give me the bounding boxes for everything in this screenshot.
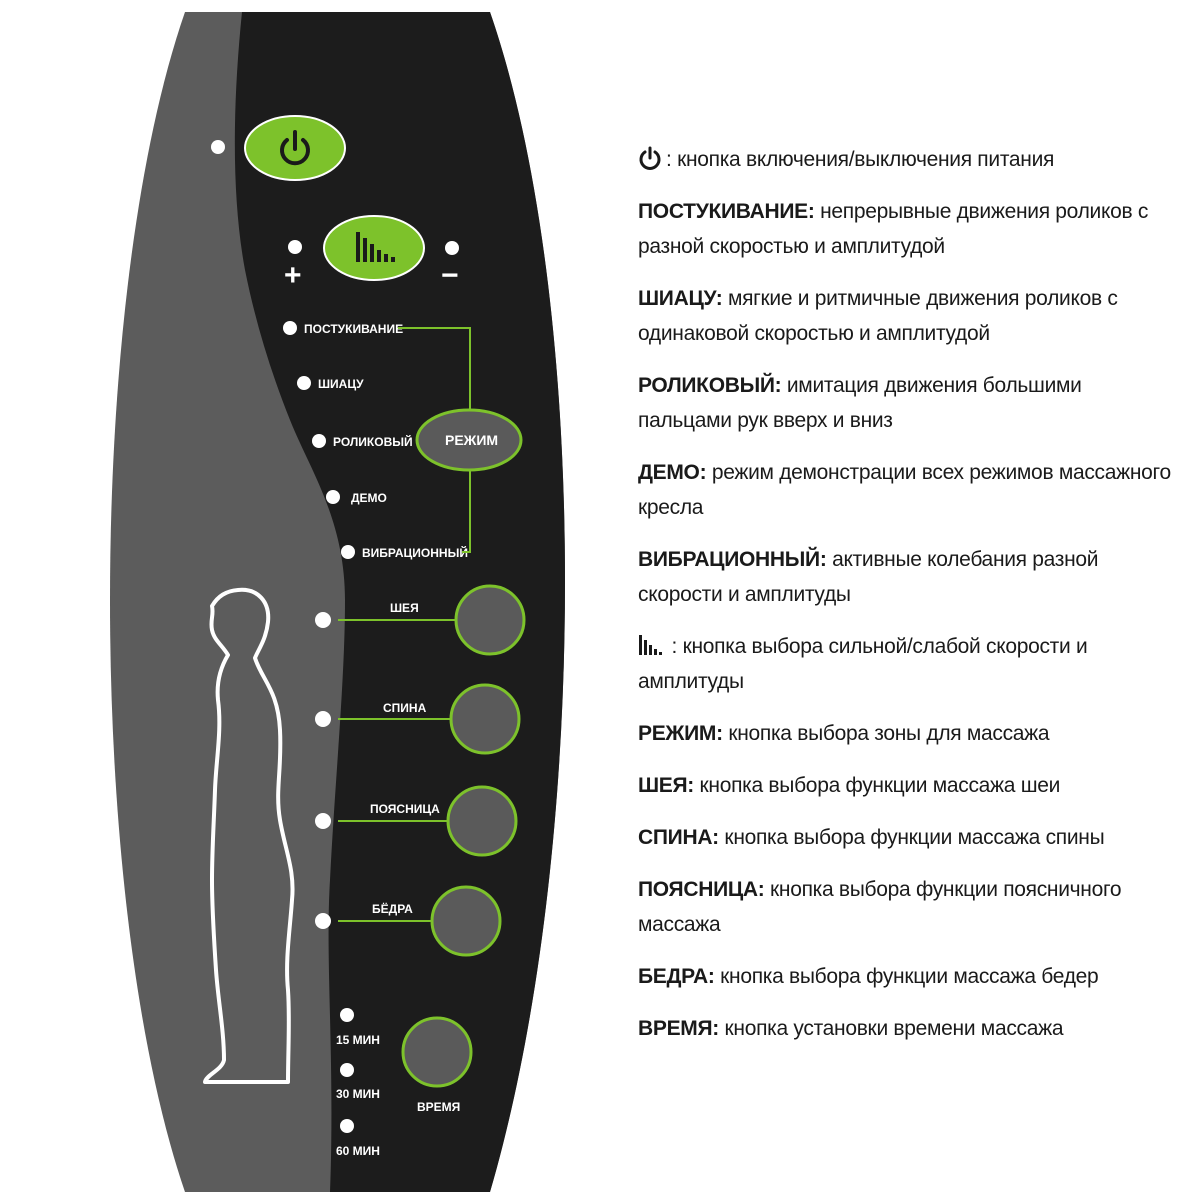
legend-item [638, 768, 1178, 803]
mode-label-tapping: ПОСТУКИВАНИЕ [304, 322, 404, 336]
legend-item [638, 368, 1178, 438]
mode-button-label: РЕЖИМ [445, 432, 499, 448]
lumbar-button[interactable] [448, 787, 516, 855]
plus-led [288, 240, 302, 254]
timer-led-30 [340, 1063, 354, 1077]
timer-label-15: 15 МИН [336, 1033, 380, 1047]
timer-label-30: 30 МИН [336, 1087, 380, 1101]
legend-term: ПОЯСНИЦА: [638, 878, 765, 901]
timer-led-60 [340, 1119, 354, 1133]
legend-term: БЕДРА: [638, 965, 715, 988]
timer-label-60: 60 МИН [336, 1144, 380, 1158]
mode-led-tapping [283, 321, 297, 335]
mode-label-demo: ДЕМО [351, 491, 387, 505]
legend-term: ДЕМО: [638, 461, 707, 484]
legend-description: : кнопка выбора сильной/слабой скорости и амплитуды [638, 635, 1088, 693]
mode-led-shiatsu [297, 376, 311, 390]
neck-button[interactable] [456, 586, 524, 654]
legend-item [638, 716, 1178, 751]
mode-led-vibration [341, 545, 355, 559]
time-button-label: ВРЕМЯ [417, 1100, 461, 1114]
zone-led-hips [315, 913, 331, 929]
back-button[interactable] [451, 685, 519, 753]
mode-led-demo [326, 490, 340, 504]
zone-led-back [315, 711, 331, 727]
legend-item [638, 542, 1178, 612]
legend-description: непрерывные движения роликов с разной скоростью и амплитудой [638, 200, 1149, 258]
plus-sign: + [284, 259, 302, 292]
zone-label-hips: БЁДРА [372, 902, 413, 916]
zone-led-neck [315, 612, 331, 628]
mode-label-roller: РОЛИКОВЫЙ [333, 435, 413, 449]
legend-item [638, 194, 1178, 264]
zone-label-neck: ШЕЯ [390, 601, 419, 615]
legend-description: режим демонстрации всех режимов массажного кресла [638, 461, 1171, 519]
hips-button[interactable] [432, 887, 500, 955]
legend-description: имитация движения большими пальцами рук вверх и вниз [638, 374, 1082, 432]
minus-led [445, 241, 459, 255]
legend-description: кнопка выбора функции массажа спины [718, 826, 1105, 849]
legend-description: активные колебания разной скорости и амплитуды [638, 548, 1099, 606]
minus-sign: − [441, 259, 459, 292]
zone-label-back: СПИНА [383, 701, 427, 715]
legend-item [638, 281, 1178, 351]
legend-term: ШЕЯ: [638, 774, 694, 797]
mode-label-vibration: ВИБРАЦИОННЫЙ [362, 546, 468, 560]
legend-term: ВИБРАЦИОННЫЙ: [638, 548, 827, 571]
legend-term: РЕЖИМ: [638, 722, 723, 745]
legend-term: СПИНА: [638, 826, 719, 849]
power-icon [638, 146, 662, 170]
legend-description: кнопка выбора функции массажа бедер [714, 965, 1099, 988]
legend-description: кнопка выбора функции массажа шеи [694, 774, 1061, 797]
mode-label-shiatsu: ШИАЦУ [318, 377, 364, 391]
legend-item [638, 1011, 1178, 1046]
zone-label-lumbar: ПОЯСНИЦА [370, 802, 440, 816]
legend-list [638, 142, 1178, 1063]
legend-term: ВРЕМЯ: [638, 1017, 719, 1040]
time-button[interactable] [403, 1018, 471, 1086]
legend-description: мягкие и ритмичные движения роликов с одинаковой скоростью и амплитудой [638, 287, 1118, 345]
legend-item [638, 455, 1178, 525]
legend-item [638, 872, 1178, 942]
legend-description: кнопка установки времени массажа [718, 1017, 1064, 1040]
legend-term: ПОСТУКИВАНИЕ: [638, 200, 815, 223]
timer-led-15 [340, 1008, 354, 1022]
legend-description: кнопка выбора зоны для массажа [722, 722, 1050, 745]
legend-item [638, 959, 1178, 994]
legend-description: кнопка выбора функции поясничного массажа [638, 878, 1122, 936]
legend-item [638, 629, 1178, 699]
power-led [211, 140, 225, 154]
legend-item [638, 142, 1178, 177]
legend-term: РОЛИКОВЫЙ: [638, 374, 782, 397]
legend-item [638, 820, 1178, 855]
bars-icon [638, 633, 662, 657]
legend-description: : кнопка включения/выключения питания [666, 148, 1055, 171]
legend-term: ШИАЦУ: [638, 287, 723, 310]
mode-led-roller [312, 434, 326, 448]
zone-led-lumbar [315, 813, 331, 829]
